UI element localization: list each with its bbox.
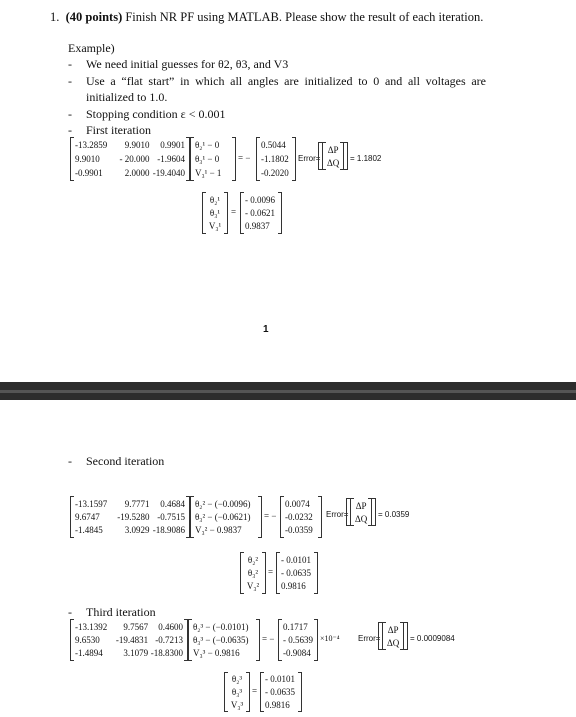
variables-vector-2 <box>240 552 266 594</box>
jacobian-cell: -1.9604 <box>157 154 185 164</box>
page-2 <box>0 400 576 717</box>
result-vector-3 <box>260 672 302 712</box>
rhs-cell: - 0.5639 <box>283 634 313 645</box>
rhs-cell: -1.1802 <box>261 154 289 164</box>
delta-cell: V₃³ − 0.9816 <box>193 648 240 659</box>
bullet-dash: - <box>68 74 72 88</box>
iteration-1-label: First iteration <box>86 123 151 137</box>
error-value: = 0.0009084 <box>410 634 455 643</box>
rhs-cell: -0.0232 <box>285 511 313 522</box>
mismatch-cell: ΔP <box>327 144 339 155</box>
variables-vector-1 <box>202 192 228 234</box>
jacobian-cell: 9.7771 <box>124 498 150 509</box>
jacobian-cell: -0.7213 <box>155 634 183 645</box>
page-separator <box>0 382 576 400</box>
jacobian-cell: -19.4040 <box>152 168 185 178</box>
jacobian-cell: 2.0000 <box>124 168 150 178</box>
jacobian-cell: - 20.000 <box>119 154 150 164</box>
delta-cell: θ₂² − (−0.0096) <box>195 498 251 509</box>
iteration-3-label: Third iteration <box>86 605 156 619</box>
result-cell: 0.9816 <box>265 699 290 710</box>
result-cell: 0.9816 <box>281 581 306 592</box>
variable-cell: V₃³ <box>230 699 244 710</box>
error-label: Error= <box>358 634 381 643</box>
variables-vector-3 <box>224 672 250 712</box>
jacobian-cell: -19.4831 <box>115 634 149 645</box>
result-cell: - 0.0096 <box>245 194 275 205</box>
jacobian-cell: 9.9010 <box>75 154 100 164</box>
delta-cell: θ₂³ − (−0.0101) <box>193 621 249 632</box>
result-cell: - 0.0621 <box>245 207 275 218</box>
result-cell: - 0.0635 <box>265 686 295 697</box>
rhs-vector-2 <box>280 496 322 538</box>
mismatch-norm-1 <box>322 142 344 170</box>
rhs-cell: -0.2020 <box>261 168 289 178</box>
rhs-cell: 0.5044 <box>261 140 286 150</box>
question-text: Finish NR PF using MATLAB. Please show the result of each iteration. <box>125 10 484 24</box>
jacobian-cell: 9.6530 <box>75 634 100 645</box>
jacobian-matrix-2 <box>70 496 190 538</box>
rhs-cell: 0.1717 <box>283 621 308 632</box>
error-label: Error= <box>326 510 349 519</box>
question-number: 1. <box>50 10 60 24</box>
delta-cell: V₃² − 0.9837 <box>195 525 242 536</box>
equals-sign: = − <box>262 634 275 644</box>
jacobian-cell: 9.9010 <box>124 140 150 150</box>
delta-cell: V₃¹ − 1 <box>195 168 222 178</box>
page-number: 1 <box>263 324 269 335</box>
result-vector-1 <box>240 192 282 234</box>
variable-cell: θ₂³ <box>231 674 243 685</box>
jacobian-cell: -18.8300 <box>150 648 183 659</box>
variable-cell: θ₃³ <box>231 686 243 697</box>
bullet-stopping-condition: Stopping condition ε < 0.001 <box>86 107 226 121</box>
variable-cell: θ₃² <box>247 567 259 578</box>
equals-sign: = − <box>238 153 251 163</box>
variable-cell: V₃² <box>246 581 260 592</box>
bullet-flat-start-line2: initialized to 1.0. <box>86 90 168 104</box>
iteration-2-label: Second iteration <box>86 454 165 468</box>
delta-cell: θ₂¹ − 0 <box>195 140 220 150</box>
equals-sign: = <box>252 686 258 696</box>
jacobian-cell: -13.1392 <box>75 621 108 632</box>
question-1 <box>50 10 483 25</box>
jacobian-cell: -0.7515 <box>157 511 185 522</box>
rhs-cell: -0.9084 <box>283 648 311 659</box>
bullet-dash: - <box>68 107 72 121</box>
variable-cell: θ₂¹ <box>209 194 221 205</box>
rhs-vector-1 <box>256 137 296 181</box>
jacobian-cell: 3.0929 <box>124 525 150 536</box>
jacobian-cell: 9.7567 <box>123 621 149 632</box>
rhs-scale-factor: ×10⁻⁴ <box>320 634 340 643</box>
jacobian-cell: -0.9901 <box>75 168 103 178</box>
delta-cell: θ₃² − (−0.0621) <box>195 511 251 522</box>
jacobian-cell: -13.1597 <box>75 498 108 509</box>
mismatch-cell: ΔQ <box>327 157 340 168</box>
jacobian-cell: 0.4684 <box>160 498 185 509</box>
delta-vector-2 <box>190 496 262 538</box>
delta-vector-1 <box>190 137 236 181</box>
variable-cell: V₃¹ <box>208 221 222 232</box>
bullet-initial-guesses: We need initial guesses for θ2, θ3, and V3 <box>86 57 289 71</box>
error-value: = 1.1802 <box>350 154 382 163</box>
delta-cell: θ₃¹ − 0 <box>195 154 220 164</box>
jacobian-cell: 0.4600 <box>158 621 183 632</box>
jacobian-cell: 0.9901 <box>160 140 185 150</box>
result-cell: 0.9837 <box>245 221 270 232</box>
jacobian-cell: 3.1079 <box>123 648 149 659</box>
mismatch-cell: ΔP <box>387 624 399 635</box>
example-heading: Example) <box>68 41 115 55</box>
jacobian-matrix-3 <box>70 619 188 661</box>
rhs-cell: 0.0074 <box>285 498 310 509</box>
variable-cell: θ₃¹ <box>209 207 221 218</box>
question-points: (40 points) <box>65 10 123 24</box>
bullet-dash: - <box>68 57 72 71</box>
jacobian-cell: -1.4894 <box>75 648 103 659</box>
rhs-cell: -0.0359 <box>285 525 313 536</box>
result-cell: - 0.0635 <box>281 567 311 578</box>
jacobian-cell: -19.5280 <box>117 511 150 522</box>
delta-cell: θ₃³ − (−0.0635) <box>193 634 249 645</box>
equals-sign: = <box>231 207 237 217</box>
rhs-vector-3 <box>278 619 318 661</box>
jacobian-cell: -13.2859 <box>75 140 108 150</box>
mismatch-cell: ΔQ <box>355 513 368 524</box>
jacobian-cell: -1.4845 <box>75 525 103 536</box>
equals-sign: = − <box>264 511 277 521</box>
mismatch-norm-2 <box>350 498 372 526</box>
mismatch-cell: ΔP <box>355 500 367 511</box>
bullet-dash: - <box>68 605 72 619</box>
jacobian-cell: 9.6747 <box>75 511 100 522</box>
jacobian-matrix-1 <box>70 137 190 181</box>
mismatch-cell: ΔQ <box>387 637 400 648</box>
variable-cell: θ₂² <box>247 554 259 565</box>
result-cell: - 0.0101 <box>281 554 311 565</box>
equals-sign: = <box>268 567 274 577</box>
bullet-flat-start-line1: Use a “flat start” in which all angles are initialized to 0 and all voltages are <box>86 74 486 88</box>
bullet-dash: - <box>68 454 72 468</box>
jacobian-cell: -18.9086 <box>152 525 185 536</box>
delta-vector-3 <box>188 619 260 661</box>
result-vector-2 <box>276 552 318 594</box>
error-label: Error= <box>298 154 321 163</box>
error-value: = 0.0359 <box>378 510 410 519</box>
mismatch-norm-3 <box>382 622 404 650</box>
result-cell: - 0.0101 <box>265 674 295 685</box>
bullet-dash: - <box>68 123 72 137</box>
